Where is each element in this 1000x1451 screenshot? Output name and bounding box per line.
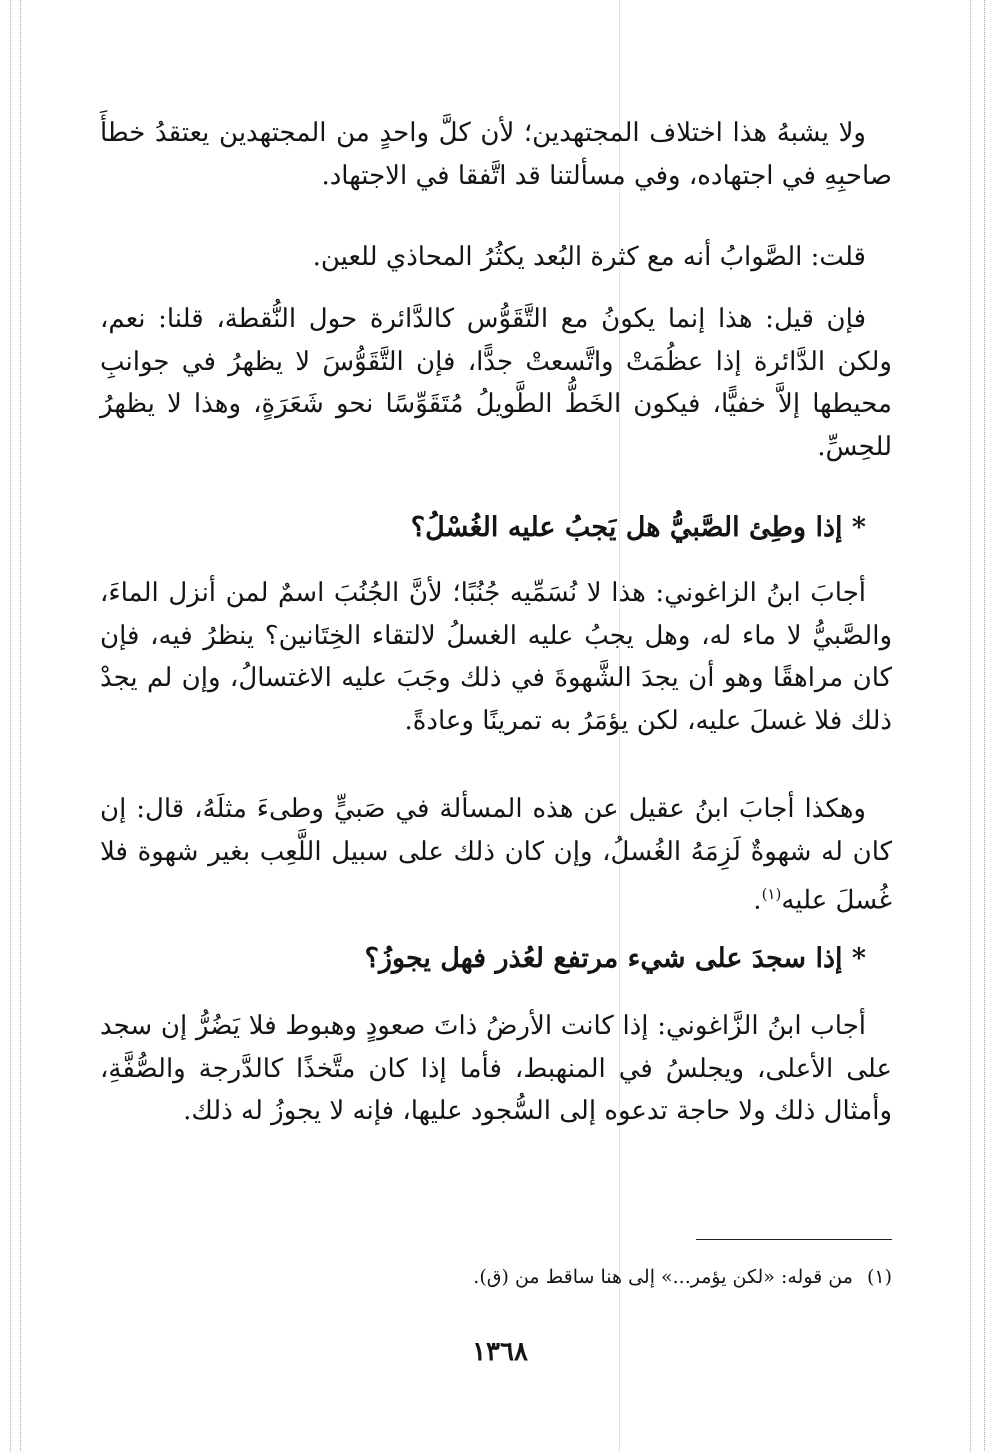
paragraph-5-text: وهكذا أجابَ ابنُ عقيل عن هذه المسألة في صَبيٍّ وطىءَ مثلَهُ، قال: إن كان له شهوةٌ لَزِمَهُ الغُسلُ، وإن كان ذلك على سبيل اللَّعِب بغير شهوة فلا غُسلَ عليه (100, 794, 892, 916)
section-heading-1: * إذا وطِئ الصَّبيُّ هل يَجبُ عليه الغُسْلُ؟ (410, 512, 866, 543)
page-number: ١٣٦٨ (472, 1337, 528, 1367)
footnote-reference: (١) (761, 885, 782, 903)
margin-dotted-line (20, 0, 21, 1451)
margin-dotted-line (970, 0, 971, 1451)
paragraph-2: قلت: الصَّوابُ أنه مع كثرة البُعد يكثُرُ المحاذي للعين. (312, 242, 866, 272)
margin-dotted-line (10, 0, 11, 1451)
footnote-text: من قوله: «لكن يؤمر...» إلى هنا ساقط من (ق). (473, 1266, 853, 1288)
paragraph-5-end: . (753, 885, 762, 916)
paragraph-3: فإن قيل: هذا إنما يكونُ مع التَّقَوُّس كالدَّائرة حول النُّقطة، قلنا: نعم، ولكن الدَّائرة إذا عظُمَتْ واتَّسعتْ جدًّا، فإن التَّقَوُّسَ لا يظهرُ في جوانبِ محيطها إلاَّ خفيًّا، فيكون الخَطُّ الطَّويلُ مُتَقَوِّسًا نحو شَعَرَةٍ، وهذا لا يظهرُ للحِسِّ. (100, 304, 892, 462)
paragraph-1: ولا يشبهُ هذا اختلاف المجتهدين؛ لأن كلَّ واحدٍ من المجتهدين يعتقدُ خطأَ صاحبِهِ في اجتهاده، وفي مسألتنا قد اتَّفقا في الاجتهاد. (100, 118, 892, 191)
paragraph-5 (100, 788, 892, 922)
margin-dotted-line (984, 0, 985, 1451)
footnote (300, 1263, 892, 1291)
footnote-separator (696, 1239, 892, 1240)
section-heading-2: * إذا سجدَ على شيء مرتفع لعُذر فهل يجوزُ؟ (364, 943, 866, 974)
paragraph-6: أجاب ابنُ الزَّاغوني: إذا كانت الأرضُ ذاتَ صعودٍ وهبوط فلا يَضُرُّ إن سجد على الأعلى، ويجلسُ في المنهبط، فأما إذا كان متَّخذًا كالدَّرجة والصُّفَّةِ، وأمثال ذلك ولا حاجة تدعوه إلى السُّجود عليها، فإنه لا يجوزُ له ذلك. (100, 1011, 892, 1126)
paragraph-4: أجابَ ابنُ الزاغوني: هذا لا نُسَمِّيه جُنُبًا؛ لأنَّ الجُنُبَ اسمٌ لمن أنزل الماءَ، والصَّبيُّ لا ماء له، وهل يجبُ عليه الغسلُ لالتقاء الخِتَانين؟ ينظرُ فيه، فإن كان مراهقًا وهو أن يجدَ الشَّهوةَ في ذلك وجَبَ عليه الاغتسالُ، وإن لم يجدْ ذلك فلا غسلَ عليه، لكن يؤمَرُ به تمرينًا وعادةً. (100, 578, 892, 736)
footnote-number: (١) (866, 1266, 892, 1288)
